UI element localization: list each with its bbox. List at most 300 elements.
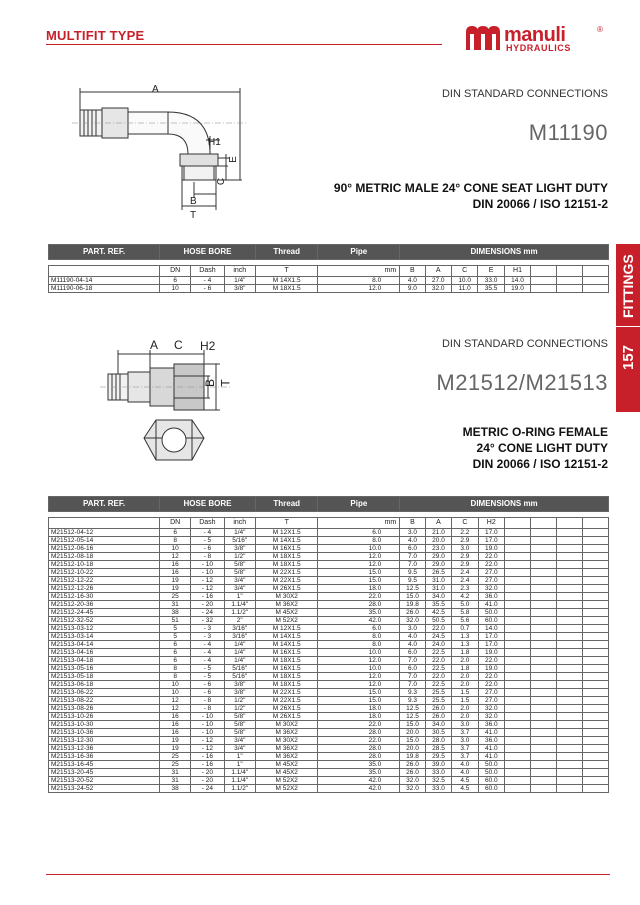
table-cell: - 6 xyxy=(191,681,224,689)
table-cell: - 12 xyxy=(191,585,224,593)
table-row xyxy=(49,625,609,633)
table-cell: 16 xyxy=(160,569,191,577)
table-cell: 28.0 xyxy=(318,745,400,753)
table-cell: 3.0 xyxy=(452,545,478,553)
table-row xyxy=(49,729,609,737)
sub-b: B xyxy=(400,266,425,277)
table-row xyxy=(49,713,609,721)
table-cell: 27.0 xyxy=(478,569,504,577)
table-cell: - 3 xyxy=(191,625,224,633)
table-cell: - 4 xyxy=(191,529,224,537)
table-cell: 19 xyxy=(160,745,191,753)
table-cell: 28.0 xyxy=(425,737,451,745)
table-cell: 10 xyxy=(160,545,191,553)
table-cell: 60.0 xyxy=(478,617,504,625)
table-cell: M21512-20-36 xyxy=(49,601,160,609)
table-cell: 1.5 xyxy=(452,697,478,705)
table-cell: 18.0 xyxy=(318,713,400,721)
table-cell: - 32 xyxy=(191,617,224,625)
table-cell: 31.0 xyxy=(425,585,451,593)
table-cell: 38 xyxy=(160,785,191,793)
table-cell: 9.3 xyxy=(400,689,426,697)
sub-a: A xyxy=(425,266,451,277)
table-cell: 1.3 xyxy=(452,633,478,641)
table-row xyxy=(49,561,609,569)
table-cell: 27.0 xyxy=(425,277,451,285)
table-cell: 19 xyxy=(160,585,191,593)
table-cell: 50.0 xyxy=(478,761,504,769)
table-cell: 22.0 xyxy=(478,657,504,665)
table-cell: M 30X2 xyxy=(255,593,318,601)
table-cell: 42.0 xyxy=(318,777,400,785)
dim-label-b2: B xyxy=(203,378,218,388)
table-row xyxy=(49,665,609,673)
table-cell: 3.7 xyxy=(452,753,478,761)
table-cell: 2.0 xyxy=(452,673,478,681)
table-cell: 9.5 xyxy=(400,569,426,577)
dim-label-h1: H1 xyxy=(208,137,221,148)
header-dimensions-2: DIMENSIONS mm xyxy=(400,497,609,512)
table-cell: 1.1/4" xyxy=(224,601,255,609)
table-cell: 33.0 xyxy=(425,785,451,793)
table-row xyxy=(49,697,609,705)
table-cell: M 18X1.5 xyxy=(255,657,318,665)
table-cell: 11.0 xyxy=(451,285,477,293)
table-cell: - 4 xyxy=(191,649,224,657)
table-row xyxy=(49,705,609,713)
brand-subtitle: HYDRAULICS xyxy=(506,43,572,53)
table-cell: M21513-05-18 xyxy=(49,673,160,681)
table-cell: M 45X2 xyxy=(255,761,318,769)
table-row xyxy=(49,285,609,293)
table-cell: 20.0 xyxy=(400,729,426,737)
table-cell: M21513-16-36 xyxy=(49,753,160,761)
table-cell: 1.1/2" xyxy=(224,785,255,793)
manuli-logo-icon xyxy=(464,24,502,52)
table-cell: 2.2 xyxy=(452,529,478,537)
table-cell: - 8 xyxy=(191,705,224,713)
table-cell: 5/8" xyxy=(224,561,255,569)
footer-rule xyxy=(46,874,610,875)
table-cell: 5/16" xyxy=(224,665,255,673)
table-cell: 32.0 xyxy=(478,713,504,721)
table-cell: 2.4 xyxy=(452,577,478,585)
table-cell: 14.0 xyxy=(504,277,530,285)
standard-label-1: DIN STANDARD CONNECTIONS xyxy=(441,88,608,100)
table-row xyxy=(49,761,609,769)
table-cell: - 16 xyxy=(191,593,224,601)
table-cell: 31 xyxy=(160,601,191,609)
table-cell: 1.3 xyxy=(452,641,478,649)
table-cell: M21513-06-22 xyxy=(49,689,160,697)
table-cell: 29.0 xyxy=(425,553,451,561)
table-cell: 1/2" xyxy=(224,553,255,561)
table-cell: 3/8" xyxy=(224,285,255,293)
table-cell: M21512-24-45 xyxy=(49,609,160,617)
table-cell: 25 xyxy=(160,593,191,601)
table-cell: 28.0 xyxy=(318,753,400,761)
table-cell: M 14X1.5 xyxy=(255,641,318,649)
table-cell: 4.5 xyxy=(452,777,478,785)
table-cell: 23.0 xyxy=(425,545,451,553)
table-row xyxy=(49,593,609,601)
table-row xyxy=(49,753,609,761)
table-cell: 5.6 xyxy=(452,617,478,625)
table-cell: 6.0 xyxy=(400,665,426,673)
table-cell: - 8 xyxy=(191,697,224,705)
table-cell: 15.0 xyxy=(318,697,400,705)
table-cell: M21513-10-26 xyxy=(49,713,160,721)
table-cell: 1/2" xyxy=(224,697,255,705)
table-cell: 15.0 xyxy=(318,577,400,585)
table-cell: M21513-05-16 xyxy=(49,665,160,673)
header-part-ref-2: PART. REF. xyxy=(49,497,160,512)
sub-a-2: A xyxy=(425,518,451,529)
table-cell: 5/8" xyxy=(224,729,255,737)
table-cell: - 6 xyxy=(191,545,224,553)
table-cell: M21513-24-52 xyxy=(49,785,160,793)
table-cell: 35.5 xyxy=(425,601,451,609)
table-cell: M21513-03-12 xyxy=(49,625,160,633)
table-cell: M11190-04-14 xyxy=(49,277,160,285)
table-cell: - 4 xyxy=(191,641,224,649)
table-cell: 21.0 xyxy=(425,529,451,537)
table-cell: - 5 xyxy=(191,665,224,673)
table-cell: 35.5 xyxy=(478,285,504,293)
table-cell: 12.0 xyxy=(318,561,400,569)
table-cell: 4.2 xyxy=(452,593,478,601)
table-cell: 34.0 xyxy=(425,721,451,729)
table-cell: 25.5 xyxy=(425,689,451,697)
table-cell: 22.5 xyxy=(425,665,451,673)
table-cell: - 10 xyxy=(191,713,224,721)
table-cell: 27.0 xyxy=(478,697,504,705)
table-cell: M 16X1.5 xyxy=(255,649,318,657)
table-cell: - 12 xyxy=(191,577,224,585)
sub-mm: mm xyxy=(318,266,400,277)
table-cell: 10.0 xyxy=(318,545,400,553)
dim-label-a: A xyxy=(152,84,159,95)
table-cell: 4.0 xyxy=(400,277,425,285)
table-cell: 42.0 xyxy=(318,785,400,793)
table-cell: 10 xyxy=(160,681,191,689)
table-cell: - 16 xyxy=(191,753,224,761)
table-cell: 1" xyxy=(224,753,255,761)
table-cell: 9.3 xyxy=(400,697,426,705)
table-cell: 3.0 xyxy=(452,721,478,729)
table-cell: 3.0 xyxy=(452,737,478,745)
table-cell: 32.0 xyxy=(400,785,426,793)
table-cell: 36.0 xyxy=(478,593,504,601)
table-cell: 1/2" xyxy=(224,705,255,713)
table-cell: 27.0 xyxy=(478,689,504,697)
table-cell: - 20 xyxy=(191,777,224,785)
table-cell: 42.0 xyxy=(318,617,400,625)
table-row xyxy=(49,745,609,753)
table-cell: 17.0 xyxy=(478,529,504,537)
table-cell: 2.9 xyxy=(452,537,478,545)
table-row xyxy=(49,721,609,729)
table-row xyxy=(49,585,609,593)
table-cell: 19 xyxy=(160,577,191,585)
table-cell: 1.8 xyxy=(452,665,478,673)
table-cell: 17.0 xyxy=(478,641,504,649)
table-cell: 6.0 xyxy=(318,625,400,633)
table-cell: M 14X1.5 xyxy=(255,277,318,285)
table-cell: 2.0 xyxy=(452,713,478,721)
table-cell: - 3 xyxy=(191,633,224,641)
product-code-1: M11190 xyxy=(528,120,608,145)
table-cell: M 36X2 xyxy=(255,601,318,609)
table-cell: 3/4" xyxy=(224,745,255,753)
table-cell: 7.0 xyxy=(400,673,426,681)
table-cell: M 22X1.5 xyxy=(255,569,318,577)
table-cell: 41.0 xyxy=(478,745,504,753)
table-row xyxy=(49,569,609,577)
table-cell: 8.0 xyxy=(318,633,400,641)
table-cell: M 12X1.5 xyxy=(255,625,318,633)
table-cell: 10 xyxy=(160,689,191,697)
table-cell: 0.7 xyxy=(452,625,478,633)
table-cell: 1/4" xyxy=(224,641,255,649)
table-cell: 8 xyxy=(160,673,191,681)
table-row xyxy=(49,689,609,697)
table-cell: 9.5 xyxy=(400,577,426,585)
table-cell: 29.5 xyxy=(425,753,451,761)
table-row xyxy=(49,681,609,689)
table-cell: M21512-06-16 xyxy=(49,545,160,553)
table-cell: 38 xyxy=(160,609,191,617)
table-cell: 10.0 xyxy=(451,277,477,285)
table-cell: 28.5 xyxy=(425,745,451,753)
table-cell: 5/8" xyxy=(224,713,255,721)
table-row xyxy=(49,537,609,545)
table-cell: 22.0 xyxy=(478,673,504,681)
table-cell: 2.0 xyxy=(452,681,478,689)
table-cell: 25.5 xyxy=(425,697,451,705)
table-cell: - 20 xyxy=(191,601,224,609)
table-cell: 26.0 xyxy=(400,769,426,777)
table-cell: M 52X2 xyxy=(255,785,318,793)
table-cell: - 12 xyxy=(191,745,224,753)
table-cell: 25 xyxy=(160,761,191,769)
table-cell: - 5 xyxy=(191,537,224,545)
table-cell: 4.0 xyxy=(400,633,426,641)
table-cell: - 6 xyxy=(191,689,224,697)
table-cell: 29.0 xyxy=(425,561,451,569)
standard-label-2: DIN STANDARD CONNECTIONS xyxy=(441,338,608,350)
table-cell: 12.0 xyxy=(318,553,400,561)
table-row xyxy=(49,649,609,657)
table-cell: 14.0 xyxy=(478,625,504,633)
table-row xyxy=(49,553,609,561)
table-cell: 41.0 xyxy=(478,601,504,609)
table-cell: M 22X1.5 xyxy=(255,577,318,585)
table-cell: 3/16" xyxy=(224,633,255,641)
table-cell: 5/16" xyxy=(224,673,255,681)
table-cell: 28.0 xyxy=(318,729,400,737)
table-cell: M 45X2 xyxy=(255,609,318,617)
table-1-body xyxy=(49,277,609,293)
table-cell: 1.1/4" xyxy=(224,777,255,785)
table-row xyxy=(49,601,609,609)
table-cell: M 22X1.5 xyxy=(255,697,318,705)
table-cell: 19.8 xyxy=(400,753,426,761)
elbow-fitting-drawing xyxy=(70,80,250,220)
table-cell: 32.0 xyxy=(400,777,426,785)
table-2-body xyxy=(49,529,609,793)
table-cell: M 26X1.5 xyxy=(255,585,318,593)
table-cell: 30.5 xyxy=(425,729,451,737)
table-cell: 2.4 xyxy=(452,569,478,577)
table-cell: 12.0 xyxy=(318,681,400,689)
table-cell: 32.0 xyxy=(478,585,504,593)
table-row xyxy=(49,737,609,745)
table-cell: 3/4" xyxy=(224,585,255,593)
table-cell: 6 xyxy=(160,649,191,657)
product-desc-2c: DIN 20066 / ISO 12151-2 xyxy=(472,457,608,471)
table-cell: M 18X1.5 xyxy=(255,673,318,681)
table-cell: 50.0 xyxy=(478,609,504,617)
table-cell: 42.5 xyxy=(425,609,451,617)
table-row xyxy=(49,785,609,793)
table-cell: 3.7 xyxy=(452,729,478,737)
table-cell: - 10 xyxy=(191,721,224,729)
table-cell: 22.5 xyxy=(425,649,451,657)
header-thread-2: Thread xyxy=(255,497,318,512)
table-cell: M21512-04-12 xyxy=(49,529,160,537)
table-cell: 18.0 xyxy=(318,705,400,713)
table-cell: 7.0 xyxy=(400,657,426,665)
table-cell: M 26X1.5 xyxy=(255,713,318,721)
header-pipe: Pipe xyxy=(318,245,400,260)
table-cell: 1.1/4" xyxy=(224,769,255,777)
brand-name: manuli xyxy=(504,24,566,46)
table-cell: M 18X1.5 xyxy=(255,285,318,293)
table-cell: 32.0 xyxy=(425,285,451,293)
product-table-2 xyxy=(48,496,609,793)
table-cell: M 18X1.5 xyxy=(255,681,318,689)
table-cell: 3/16" xyxy=(224,625,255,633)
table-cell: M 36X2 xyxy=(255,745,318,753)
table-cell: M21512-10-18 xyxy=(49,561,160,569)
dim-label-e: E xyxy=(227,156,239,163)
table-cell: 6.0 xyxy=(400,649,426,657)
table-cell: 22.0 xyxy=(425,625,451,633)
table-cell: M21513-04-16 xyxy=(49,649,160,657)
table-cell: 34.0 xyxy=(425,593,451,601)
table-row xyxy=(49,657,609,665)
table-cell: 15.0 xyxy=(318,569,400,577)
table-row xyxy=(49,633,609,641)
table-cell: 2.0 xyxy=(452,657,478,665)
table-cell: 16 xyxy=(160,721,191,729)
table-cell: - 24 xyxy=(191,609,224,617)
table-cell: 41.0 xyxy=(478,753,504,761)
table-cell: 4.5 xyxy=(452,785,478,793)
table-cell: 50.0 xyxy=(478,769,504,777)
table-cell: M21513-06-18 xyxy=(49,681,160,689)
table-cell: 12.5 xyxy=(400,713,426,721)
sub-h2-2: H2 xyxy=(478,518,504,529)
table-cell: 33.0 xyxy=(478,277,504,285)
dim-label-t: T xyxy=(190,210,197,221)
table-cell: M 52X2 xyxy=(255,777,318,785)
table-cell: - 10 xyxy=(191,569,224,577)
table-cell: M21513-03-14 xyxy=(49,633,160,641)
sub-b-2: B xyxy=(400,518,426,529)
header-pipe-2: Pipe xyxy=(318,497,400,512)
table-cell: 8.0 xyxy=(318,277,400,285)
table-cell: 31 xyxy=(160,777,191,785)
table-row xyxy=(49,769,609,777)
table-cell: 26.0 xyxy=(425,705,451,713)
table-cell: 2.3 xyxy=(452,585,478,593)
table-cell: M 30X2 xyxy=(255,737,318,745)
table-cell: 16 xyxy=(160,713,191,721)
table-cell: 35.0 xyxy=(318,761,400,769)
table-cell: 36.0 xyxy=(478,737,504,745)
table-cell: M21513-10-30 xyxy=(49,721,160,729)
table-cell: 22.0 xyxy=(318,737,400,745)
table-cell: 3/8" xyxy=(224,689,255,697)
table-cell: 22.0 xyxy=(318,593,400,601)
sub-t-2: T xyxy=(255,518,318,529)
header-hose-bore-2: HOSE BORE xyxy=(160,497,256,512)
table-cell: 33.0 xyxy=(425,769,451,777)
female-fitting-drawing xyxy=(96,336,236,486)
table-cell: - 4 xyxy=(191,277,224,285)
table-cell: 12 xyxy=(160,697,191,705)
table-cell: 50.5 xyxy=(425,617,451,625)
table-cell: 3.7 xyxy=(452,745,478,753)
table-cell: 19.8 xyxy=(400,601,426,609)
sub-dn-2: DN xyxy=(160,518,191,529)
table-cell: 10.0 xyxy=(318,649,400,657)
series-title: MULTIFIT TYPE xyxy=(46,28,145,43)
table-row xyxy=(49,577,609,585)
table-cell: 31.0 xyxy=(425,577,451,585)
table-cell: M 52X2 xyxy=(255,617,318,625)
table-cell: 19 xyxy=(160,737,191,745)
table-cell: 4.0 xyxy=(452,769,478,777)
table-cell: 1" xyxy=(224,761,255,769)
dim-label-b: B xyxy=(190,196,197,207)
table-cell: 41.0 xyxy=(478,729,504,737)
table-cell: 19.0 xyxy=(478,649,504,657)
table-cell: 26.0 xyxy=(425,713,451,721)
table-cell: 32.0 xyxy=(478,705,504,713)
header-dimensions: DIMENSIONS mm xyxy=(400,245,609,260)
table-cell: M 22X1.5 xyxy=(255,689,318,697)
table-cell: 12.5 xyxy=(400,705,426,713)
table-cell: - 10 xyxy=(191,729,224,737)
table-cell: 4.0 xyxy=(452,761,478,769)
table-cell: M21512-05-14 xyxy=(49,537,160,545)
table-cell: 3.0 xyxy=(400,529,426,537)
page-number: 157 xyxy=(620,344,637,370)
table-row xyxy=(49,277,609,285)
table-cell: - 8 xyxy=(191,553,224,561)
table-cell: - 24 xyxy=(191,785,224,793)
table-cell: 60.0 xyxy=(478,777,504,785)
table-cell: 3/4" xyxy=(224,737,255,745)
table-row xyxy=(49,545,609,553)
table-cell: M21513-20-52 xyxy=(49,777,160,785)
table-cell: 35.0 xyxy=(318,609,400,617)
side-tab xyxy=(616,244,640,412)
sub-dash-2: Dash xyxy=(191,518,224,529)
